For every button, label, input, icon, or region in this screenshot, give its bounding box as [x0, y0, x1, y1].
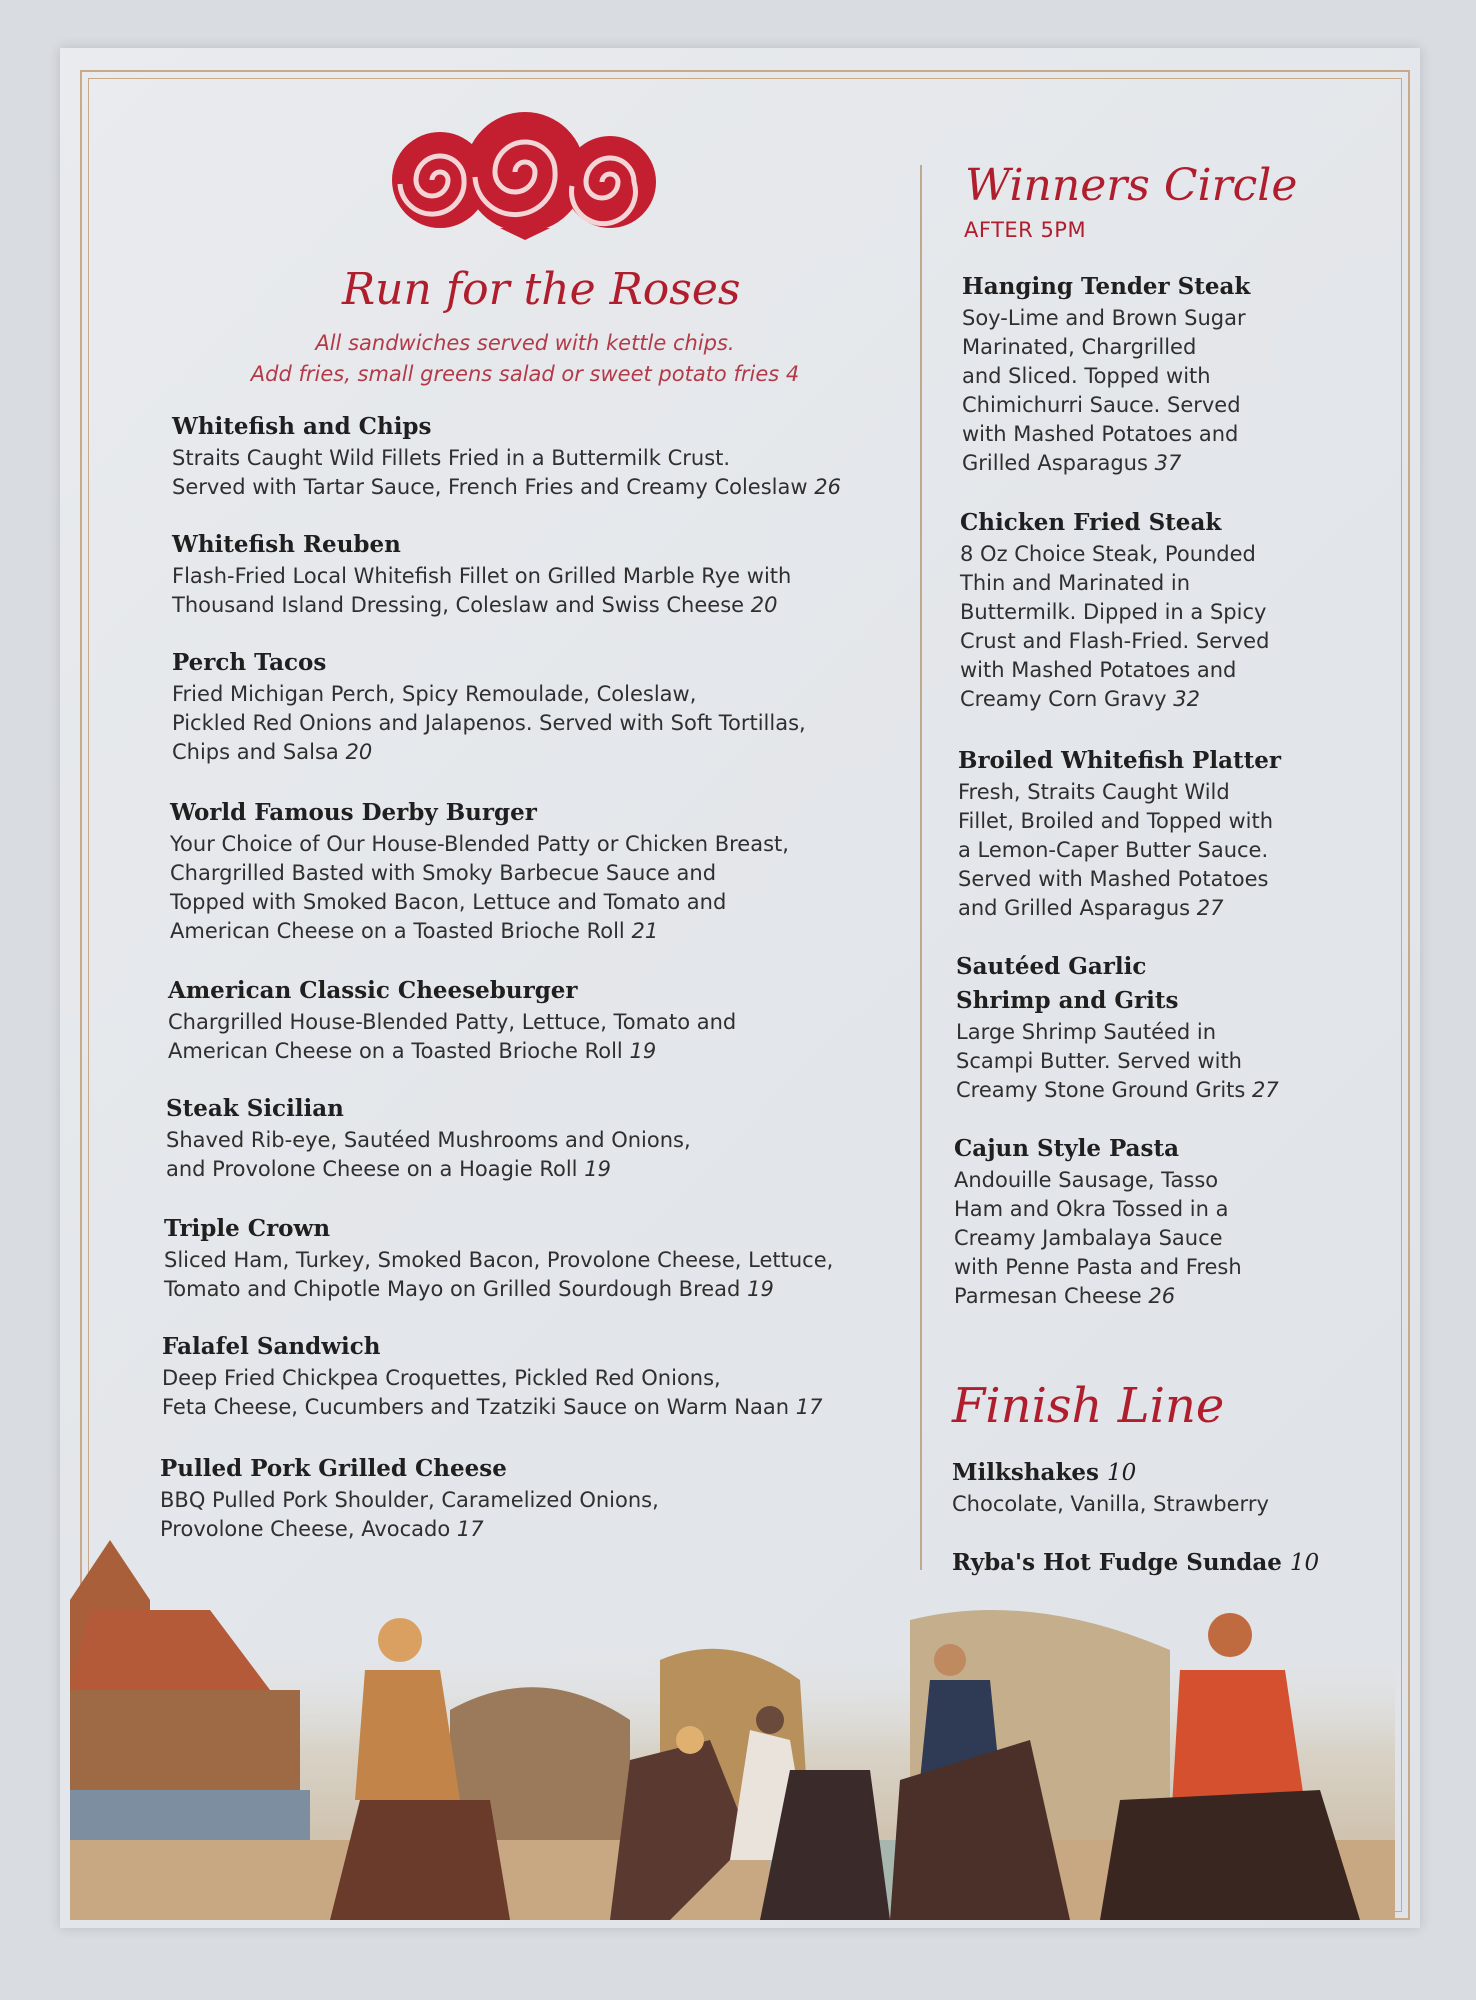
item-price: 27: [1196, 896, 1224, 920]
item-price: 26: [814, 475, 841, 499]
item-desc: Flash-Fried Local Whitefish Fillet on Grilled Marble Rye with Thousand Island Dressing, Coleslaw and Swiss Cheese 20: [172, 564, 792, 617]
item-name: Milkshakes 10: [952, 1459, 1137, 1486]
item-name: Whitefish and Chips: [172, 413, 432, 440]
item-desc: Large Shrimp Sautéed in Scampi Butter. Served with Creamy Stone Ground Grits 27: [956, 1020, 1279, 1102]
horse-racing-scene-illustration: [70, 1540, 1395, 1920]
item-price: 27: [1252, 1078, 1279, 1102]
item-desc: Soy-Lime and Brown Sugar Marinated, Chargrilled and Sliced. Topped with Chimichurri Sauce. Served with Mashed Potatoes and Grilled Asparagus 37: [962, 306, 1246, 475]
item-desc: Andouille Sausage, Tasso Ham and Okra Tossed in a Creamy Jambalaya Sauce with Penne Pasta and Fresh Parmesan Cheese 26: [954, 1168, 1242, 1308]
item-price: 20: [345, 740, 373, 764]
item-desc: Shaved Rib-eye, Sautéed Mushrooms and Onions, and Provolone Cheese on a Hoagie Roll 19: [166, 1128, 691, 1181]
menu-item-whitefish-and-chips: [172, 410, 841, 502]
item-price: 19: [747, 1277, 774, 1301]
section-title-winners-circle: Winners Circle: [965, 160, 1298, 211]
item-price: 19: [584, 1157, 611, 1181]
item-price: 17: [795, 1395, 823, 1419]
item-desc: Sliced Ham, Turkey, Smoked Bacon, Provolone Cheese, Lettuce, Tomato and Chipotle Mayo on Grilled Sourdough Bread 19: [164, 1248, 834, 1301]
item-price: 37: [1154, 451, 1182, 475]
item-name: Chicken Fried Steak: [960, 509, 1222, 536]
item-price: 19: [629, 1039, 657, 1063]
item-price: 10: [1106, 1460, 1137, 1486]
item-name: Pulled Pork Grilled Cheese: [160, 1455, 507, 1482]
sandwich-note-line2: Add fries, small greens salad or sweet potato fries 4: [250, 362, 800, 386]
item-desc: Deep Fried Chickpea Croquettes, Pickled Red Onions, Feta Cheese, Cucumbers and Tzatziki Sauce on Warm Naan 17: [162, 1366, 823, 1419]
item-name: Cajun Style Pasta: [954, 1135, 1180, 1162]
item-price: 21: [631, 919, 659, 943]
item-desc: Fried Michigan Perch, Spicy Remoulade, Coleslaw, Pickled Red Onions and Jalapenos. Served with Soft Tortillas, Chips and Salsa 20: [172, 682, 806, 764]
item-desc: Your Choice of Our House-Blended Patty or Chicken Breast, Chargrilled Basted with Smoky Barbecue Sauce and Topped with Smoked Bacon, Lettuce and Tomato and American Cheese on a Toasted Brioche Roll 21: [170, 832, 789, 943]
menu-item-falafel-sandwich: [162, 1330, 822, 1422]
menu-item-pulled-pork-grilled-cheese: [160, 1452, 659, 1544]
menu-item-derby-burger: [170, 796, 789, 946]
roses-logo-icon: [380, 110, 670, 250]
column-divider: [920, 165, 922, 1570]
item-price: 10: [1289, 1550, 1320, 1576]
menu-item-garlic-shrimp-and-grits: [956, 950, 1279, 1105]
item-name-line1: Sautéed Garlic: [956, 953, 1147, 980]
item-name: Hanging Tender Steak: [962, 273, 1251, 300]
menu-item-cajun-style-pasta: [954, 1132, 1242, 1311]
menu-item-milkshakes: [952, 1456, 1269, 1519]
item-price: 32: [1173, 687, 1200, 711]
item-price: 20: [750, 593, 778, 617]
menu-item-perch-tacos: [172, 646, 806, 767]
item-desc: Straits Caught Wild Fillets Fried in a Buttermilk Crust. Served with Tartar Sauce, French Fries and Creamy Coleslaw 26: [172, 446, 841, 499]
section-title-finish-line: Finish Line: [952, 1378, 1225, 1434]
winners-circle-subtitle: AFTER 5PM: [964, 218, 1087, 242]
item-name: Ryba's Hot Fudge Sundae 10: [952, 1549, 1320, 1576]
menu-item-triple-crown: [164, 1212, 833, 1304]
item-name: American Classic Cheeseburger: [168, 977, 578, 1004]
section-title-run-for-the-roses: Run for the Roses: [342, 264, 741, 315]
item-desc: Chargrilled House-Blended Patty, Lettuce, Tomato and American Cheese on a Toasted Brioche Roll 19: [168, 1010, 737, 1063]
item-desc: BBQ Pulled Pork Shoulder, Caramelized Onions, Provolone Cheese, Avocado 17: [160, 1488, 659, 1541]
menu-item-classic-cheeseburger: [168, 974, 736, 1066]
menu-item-steak-sicilian: [166, 1092, 691, 1184]
item-desc: 8 Oz Choice Steak, Pounded Thin and Marinated in Buttermilk. Dipped in a Spicy Crust and Flash-Fried. Served with Mashed Potatoes and Creamy Corn Gravy 32: [960, 542, 1270, 711]
menu-item-hanging-tender-steak: [962, 270, 1250, 478]
menu-item-broiled-whitefish-platter: [958, 744, 1281, 923]
item-price: 26: [1148, 1284, 1176, 1308]
item-price: 17: [456, 1517, 484, 1541]
item-name: Steak Sicilian: [166, 1095, 344, 1122]
item-desc: Fresh, Straits Caught Wild Fillet, Broiled and Topped with a Lemon-Caper Butter Sauce. Served with Mashed Potatoes and Grilled Asparagus 27: [958, 780, 1274, 920]
menu-item-chicken-fried-steak: [960, 506, 1269, 714]
menu-item-whitefish-reuben: [172, 528, 791, 620]
item-name: Perch Tacos: [172, 649, 327, 676]
item-name: World Famous Derby Burger: [170, 799, 537, 826]
item-name: Triple Crown: [164, 1215, 331, 1242]
item-name: Whitefish Reuben: [172, 531, 401, 558]
item-name: Broiled Whitefish Platter: [958, 747, 1281, 774]
item-name: Falafel Sandwich: [162, 1333, 381, 1360]
sandwich-note-line1: All sandwiches served with kettle chips.: [315, 331, 735, 355]
item-name: Shrimp and Grits: [956, 987, 1179, 1014]
item-desc: Chocolate, Vanilla, Strawberry: [952, 1492, 1269, 1516]
